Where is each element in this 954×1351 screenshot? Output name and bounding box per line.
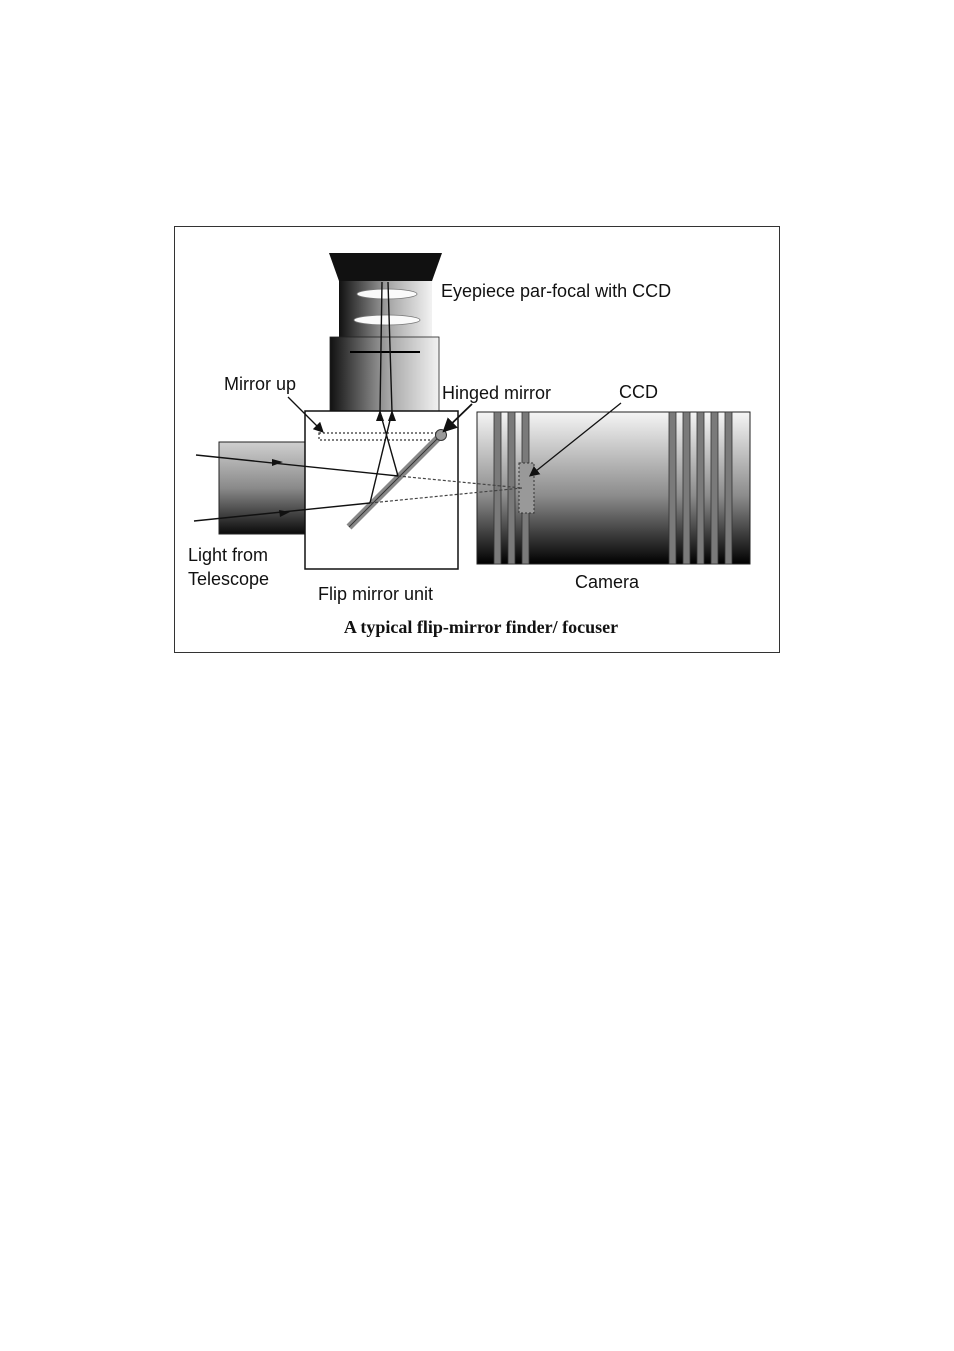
mirror-hinge [436, 430, 447, 441]
label-light-from: Light from [188, 545, 269, 565]
label-ccd: CCD [619, 382, 658, 402]
figure-caption: A typical flip-mirror finder/ focuser [343, 617, 619, 637]
eyepiece-cup [329, 253, 442, 281]
label-telescope: Telescope [188, 569, 270, 589]
label-hinged-mirror: Hinged mirror [442, 383, 552, 403]
label-eyepiece: Eyepiece par-focal with CCD [441, 281, 672, 301]
telescope-tube [219, 442, 307, 534]
eyepiece-holder [330, 337, 439, 412]
eyepiece-lens-upper [357, 289, 417, 299]
label-camera: Camera [575, 572, 640, 592]
eyepiece-lens-lower [354, 315, 420, 325]
label-flip-mirror-unit: Flip mirror unit [318, 584, 434, 604]
label-mirror-up: Mirror up [224, 374, 297, 394]
